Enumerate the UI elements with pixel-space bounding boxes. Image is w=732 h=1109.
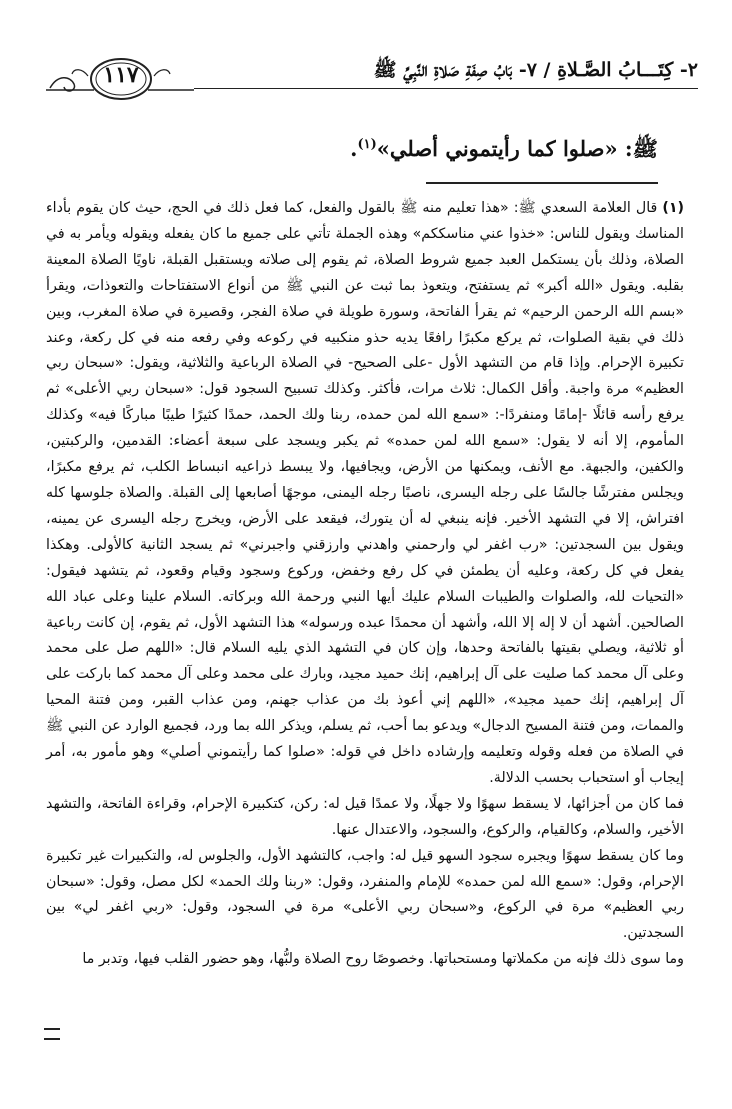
hadith-text: ﷺ: «صلوا كما رأيتموني أصلي» — [376, 136, 658, 161]
footnote-wajib-text: وما كان يسقط سهوًا ويجبره سجود السهو قيل له: واجب، كالتشهد الأول، والجلوس له، والتكبيرات غير تكبيرة الإحرام، وقول: «سمع الله لمن حمده» للإمام والمنفرد، وقول: «ربنا ولك الحمد» لكل مصل، وقول: «سبحان ربي العظيم» مرة في الركوع، و«سبحان ربي الأعلى» مرة في السجود، وقول: «ربي اغفر لي» بين السجدتين. — [46, 847, 684, 942]
footnote-paragraph — [46, 844, 684, 948]
page-header — [44, 50, 698, 114]
footnote-paragraph — [46, 792, 684, 844]
footnote-rukn-text: فما كان من أجزائها، لا يسقط سهوًا ولا جهلًا، ولا عمدًا قيل له: ركن، كتكبيرة الإحرام، وقراءة الفاتحة، والتشهد الأخير، والسلام، وكالقيام، والركوع، والسجود، والاعتدال عنها. — [46, 795, 684, 838]
footnote-mustahab-text: وما سوى ذلك فإنه من مكملاتها ومستحباتها. وخصوصًا روح الصلاة ولبُّها، وهو حضور القلب فيها، وتدبر ما — [82, 951, 684, 968]
continuation-mark — [44, 1028, 60, 1040]
footnote-main-text: قال العلامة السعدي ﷺ: «هذا تعليم منه ﷺ بالقول والفعل، كما فعل ذلك في الحج، حيث كان يقوم بأداء المناسك ويقول للناس: «خذوا عني مناسككم» وهذه الجملة تأتي على جميع ما كان يفعله ويقوله ويأمر به في الصلاة، وذلك بأن يستكمل العبد جميع شروط الصلاة، ثم يقوم إلى صلاته ويستقبل القبلة، ناويًا الصلاة المعينة بقلبه. ويقول «الله أكبر» ثم يستفتح، ويتعوذ بما ثبت عن النبي ﷺ من أنواع الاستفتاحات والتعوذات، ويقرأ «بسم الله الرحمن الرحيم» ثم يقرأ الفاتحة، وسورة طويلة في صلاة الفجر، وقصيرة في صلاة المغرب، وبين ذلك في بقية الصلوات، ثم يركع مكبرًا رافعًا يديه حذو منكبيه في ركوعه وفي رفعه منه في كل ركعة، وعند تكبيرة الإحرام. وإذا قام من التشهد الأول -على الصحيح- في الصلاة الرباعية والثلاثية، ويقول: «سبحان ربي العظيم» مرة واجبة. وأقل الكمال: ثلاث مرات، فأكثر. وكذلك تسبيح السجود قول: «سبحان ربي الأعلى» ثم يرفع رأسه قائلًا -إمامًا ومنفردًا-: «سمع الله لمن حمده، ربنا ولك الحمد، حمدًا كثيرًا طيبًا مباركًا فيه» وكذلك المأموم، إلا أنه لا يقول: «سمع الله لمن حمده» ثم يكبر ويسجد على سبعة أعضاء: القدمين، والركبتين، والكفين، والجبهة. مع الأنف، ويمكنها من الأرض، ويجافيها، ولا يبسط ذراعيه انبساط الكلب، ثم يرفع مكبرًا، ويجلس مفترشًا جالسًا على رجله اليسرى، ناصبًا رجله اليمنى، موجهًا أصابعها إلى القبلة. والصلاة جلوسها كله افتراش، إلا في التشهد الأخير. فإنه ينبغي له أن يتورك، فيقعد على الأرض، ويخرج رجله اليسرى عن يمينه، ويقول بين السجدتين: «رب اغفر لي وارحمني واهدني وارزقني واجبرني» ثم يسجد الثانية كالأولى. وهكذا يفعل في كل ركعة، وعليه أن يطمئن في كل رفع وخفض، وركوع وسجود وقيام وقعود، ثم يتشهد فيقول: «التحيات لله، والصلوات والطيبات السلام عليك أيها النبي ورحمة الله وبركاته. السلام علينا وعلى عباد الله الصالحين. أشهد أن لا إله إلا الله، وأشهد أن محمدًا عبده ورسوله» هذا التشهد الأول، ثم يقوم، إن كانت رباعية أو ثلاثية، ويصلي بقيتها بالفاتحة وحدها، وإن كان في التشهد الذي يليه السلام قال: «اللهم صل على محمد وعلى آل محمد كما صليت على آل إبراهيم، إنك حميد مجيد، وبارك على محمد وعلى آل محمد كما باركت على آل إبراهيم، إنك حميد مجيد»، «اللهم إني أعوذ بك من عذاب جهنم، ومن عذاب القبر، ومن فتنة المحيا والممات، ومن فتنة المسيح الدجال» ويدعو بما أحب، ثم يسلم، ويذكر الله بما ورد، فجميع الوارد عن النبي ﷺ في الصلاة من فعله وقوله وتعليمه وإرشاده داخل في قوله: «صلوا كما رأيتموني أصلي» وهو مأمور به، أمر إيجاب أو استحباب بحسب الدلالة. — [46, 200, 684, 786]
footnote-reference[interactable]: (١) — [357, 137, 377, 152]
running-head: ٢- كِتَـــابُ الصَّـلاةِ / ٧- بَابُ صِفَةِ صَلاةِ النَّبِيِّ ﷺ — [373, 59, 698, 81]
footnote-body — [46, 196, 684, 973]
footnote-number: (١) — [662, 200, 684, 216]
header-rule — [194, 88, 698, 89]
hadith-end-punct: . — [350, 136, 358, 161]
footnote-separator — [426, 182, 658, 184]
page-number: ١١٧ — [103, 62, 139, 88]
footnote-paragraph — [46, 947, 684, 973]
footnote-paragraph — [46, 196, 684, 792]
hadith-line — [58, 130, 658, 164]
